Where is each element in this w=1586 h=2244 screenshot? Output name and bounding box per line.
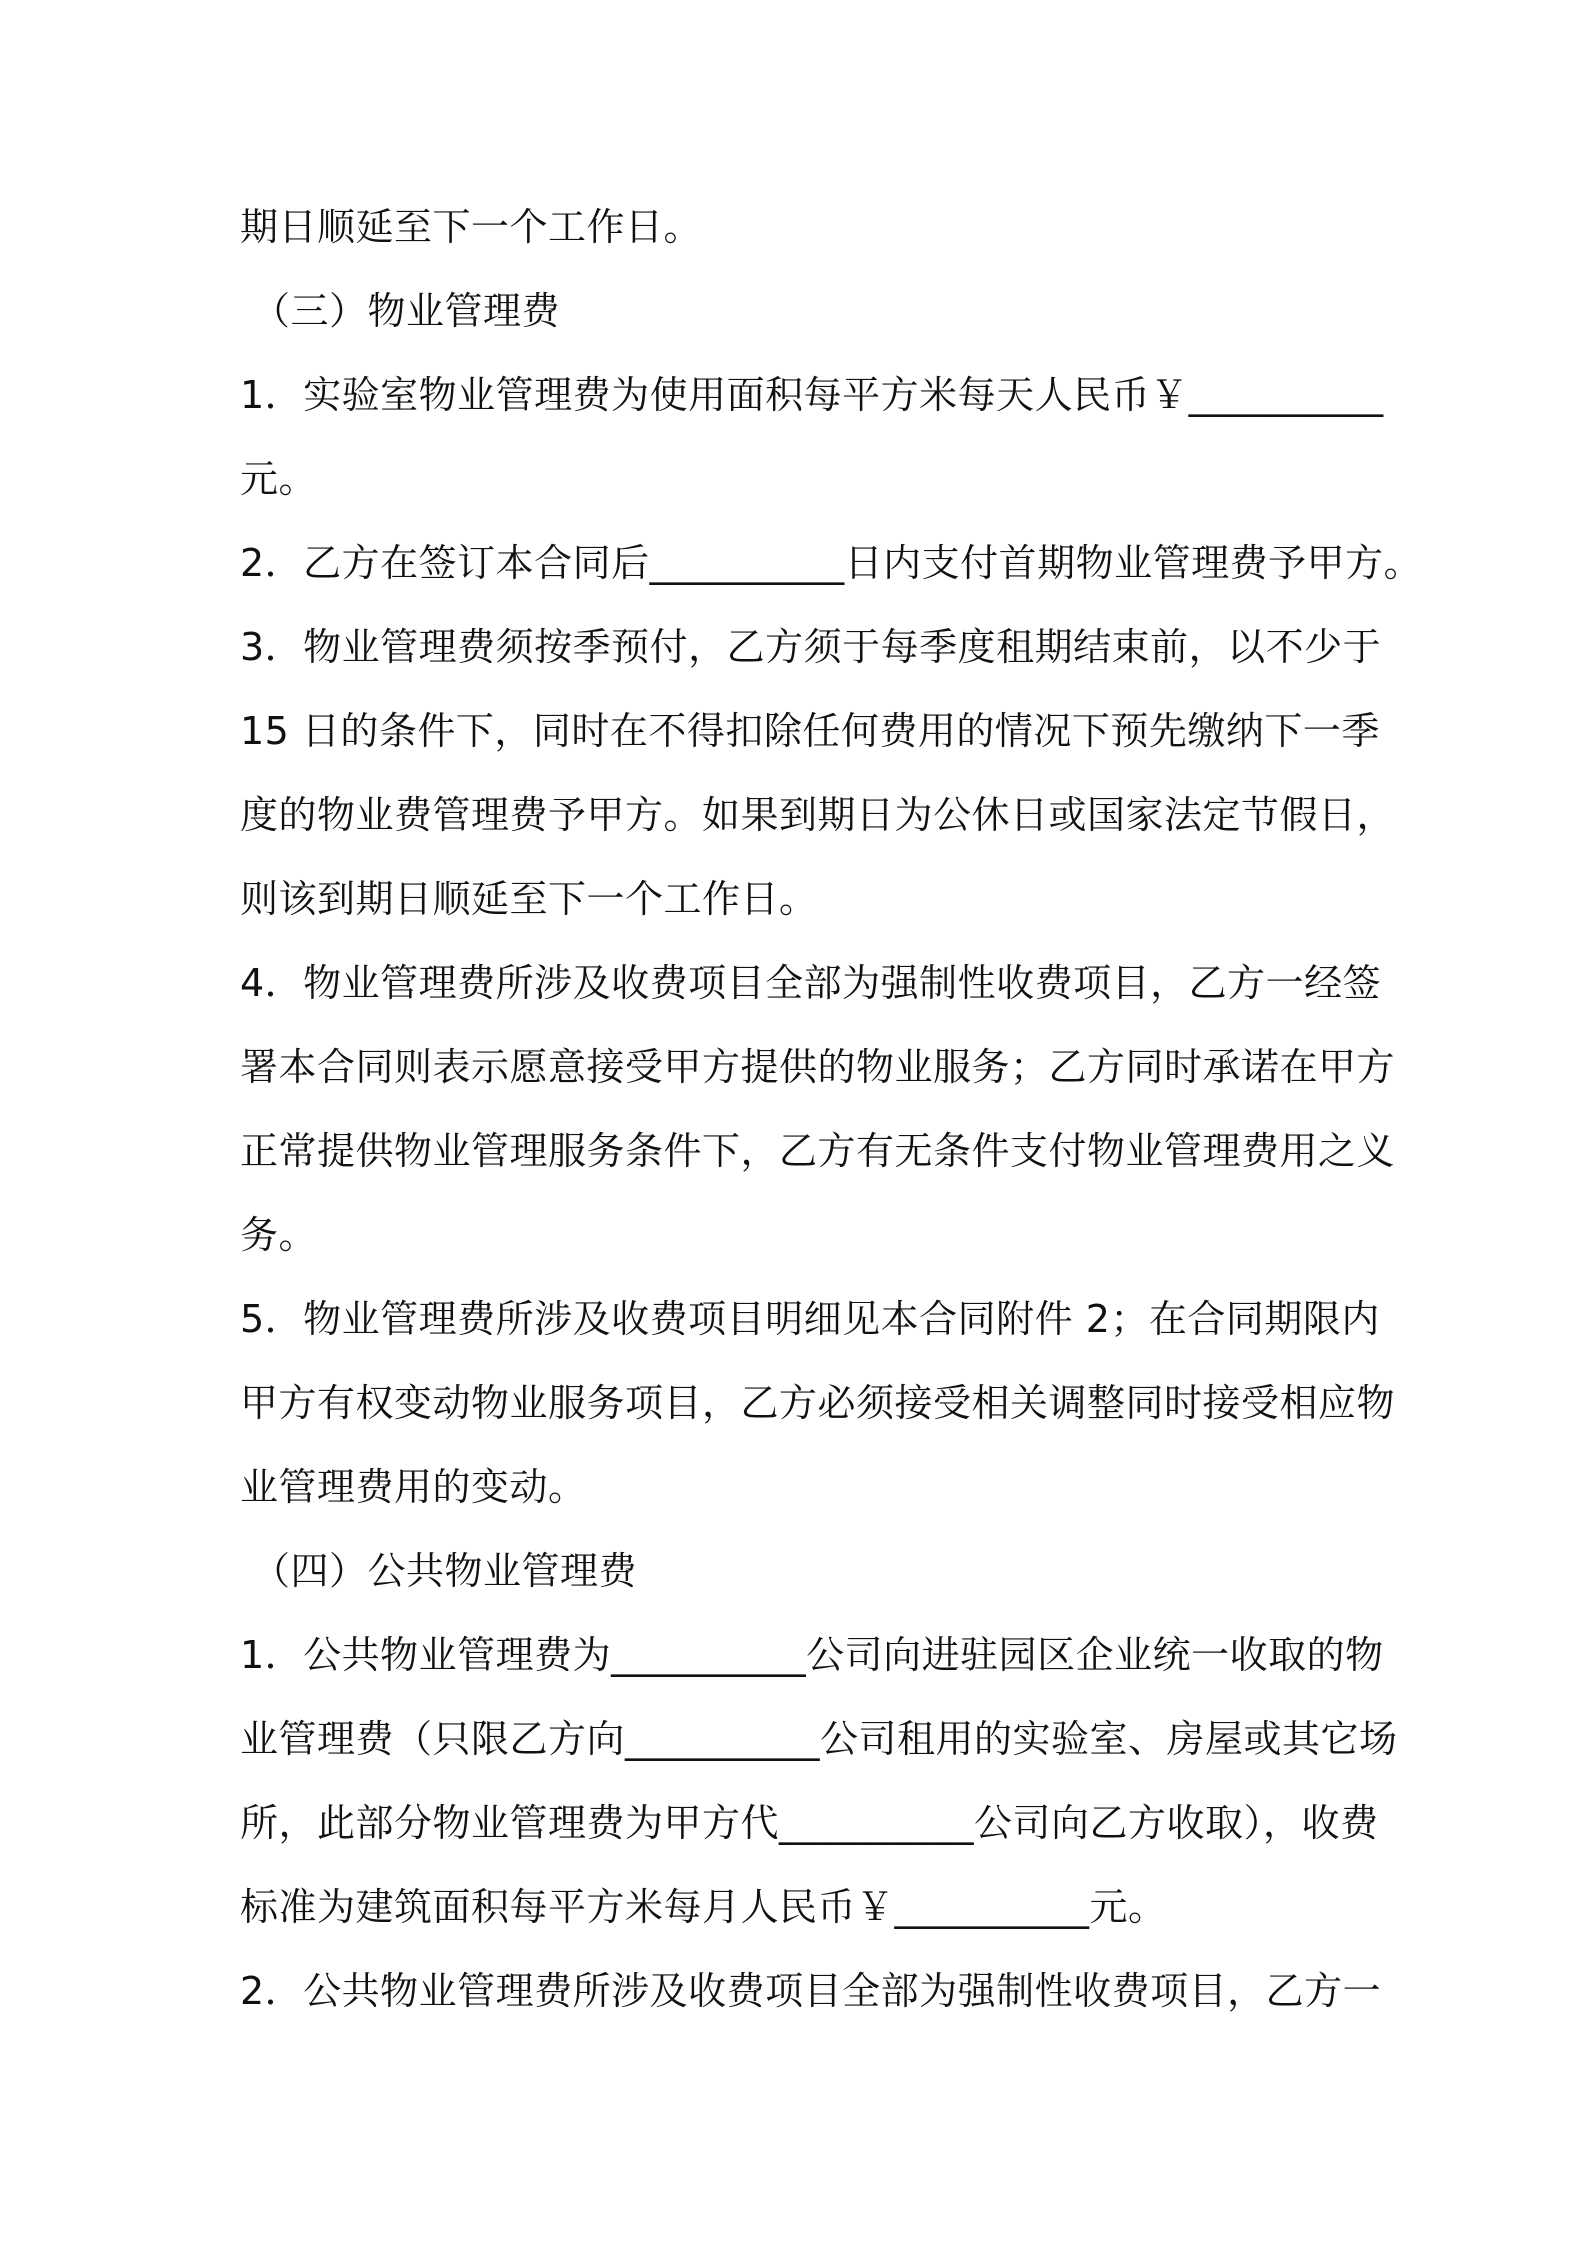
- text-line-1: 期日顺延至下一个工作日。: [240, 205, 703, 249]
- clause-3-4-cont-3: 务。: [240, 1213, 318, 1257]
- clause-4-1-cont-2: 所，此部分物业管理费为甲方代__________公司向乙方收取），收费: [240, 1801, 1379, 1845]
- clause-3-3-cont-2: 度的物业费管理费予甲方。如果到期日为公休日或国家法定节假日，: [240, 793, 1396, 837]
- clause-3-2: 2．乙方在签订本合同后__________日内支付首期物业管理费予甲方。: [240, 541, 1423, 585]
- section-heading-3: （三）物业管理费: [252, 289, 561, 333]
- clause-3-4-cont-2: 正常提供物业管理服务条件下，乙方有无条件支付物业管理费用之义: [240, 1129, 1396, 1173]
- clause-3-5: 5．物业管理费所涉及收费项目明细见本合同附件 2；在合同期限内: [240, 1297, 1380, 1341]
- clause-3-5-cont-1: 甲方有权变动物业服务项目，乙方必须接受相关调整同时接受相应物: [240, 1381, 1396, 1425]
- clause-4-2: 2．公共物业管理费所涉及收费项目全部为强制性收费项目，乙方一: [240, 1969, 1382, 2013]
- clause-3-4-cont-1: 署本合同则表示愿意接受甲方提供的物业服务；乙方同时承诺在甲方: [240, 1045, 1396, 1089]
- clause-4-1-cont-3: 标准为建筑面积每平方米每月人民币￥__________元。: [240, 1885, 1167, 1929]
- clause-4-1: 1．公共物业管理费为__________公司向进驻园区企业统一收取的物: [240, 1633, 1384, 1677]
- clause-3-3-cont-1: 15 日的条件下，同时在不得扣除任何费用的情况下预先缴纳下一季: [240, 709, 1380, 753]
- clause-3-4: 4．物业管理费所涉及收费项目全部为强制性收费项目，乙方一经签: [240, 961, 1382, 1005]
- section-heading-4: （四）公共物业管理费: [252, 1549, 638, 1593]
- clause-3-1-cont: 元。: [240, 457, 318, 501]
- clause-3-1: 1．实验室物业管理费为使用面积每平方米每天人民币￥__________: [240, 373, 1384, 417]
- clause-3-3-cont-3: 则该到期日顺延至下一个工作日。: [240, 877, 818, 921]
- clause-3-5-cont-2: 业管理费用的变动。: [240, 1465, 587, 1509]
- clause-3-3: 3．物业管理费须按季预付，乙方须于每季度租期结束前，以不少于: [240, 625, 1382, 669]
- clause-4-1-cont-1: 业管理费（只限乙方向__________公司租用的实验室、房屋或其它场: [240, 1717, 1398, 1761]
